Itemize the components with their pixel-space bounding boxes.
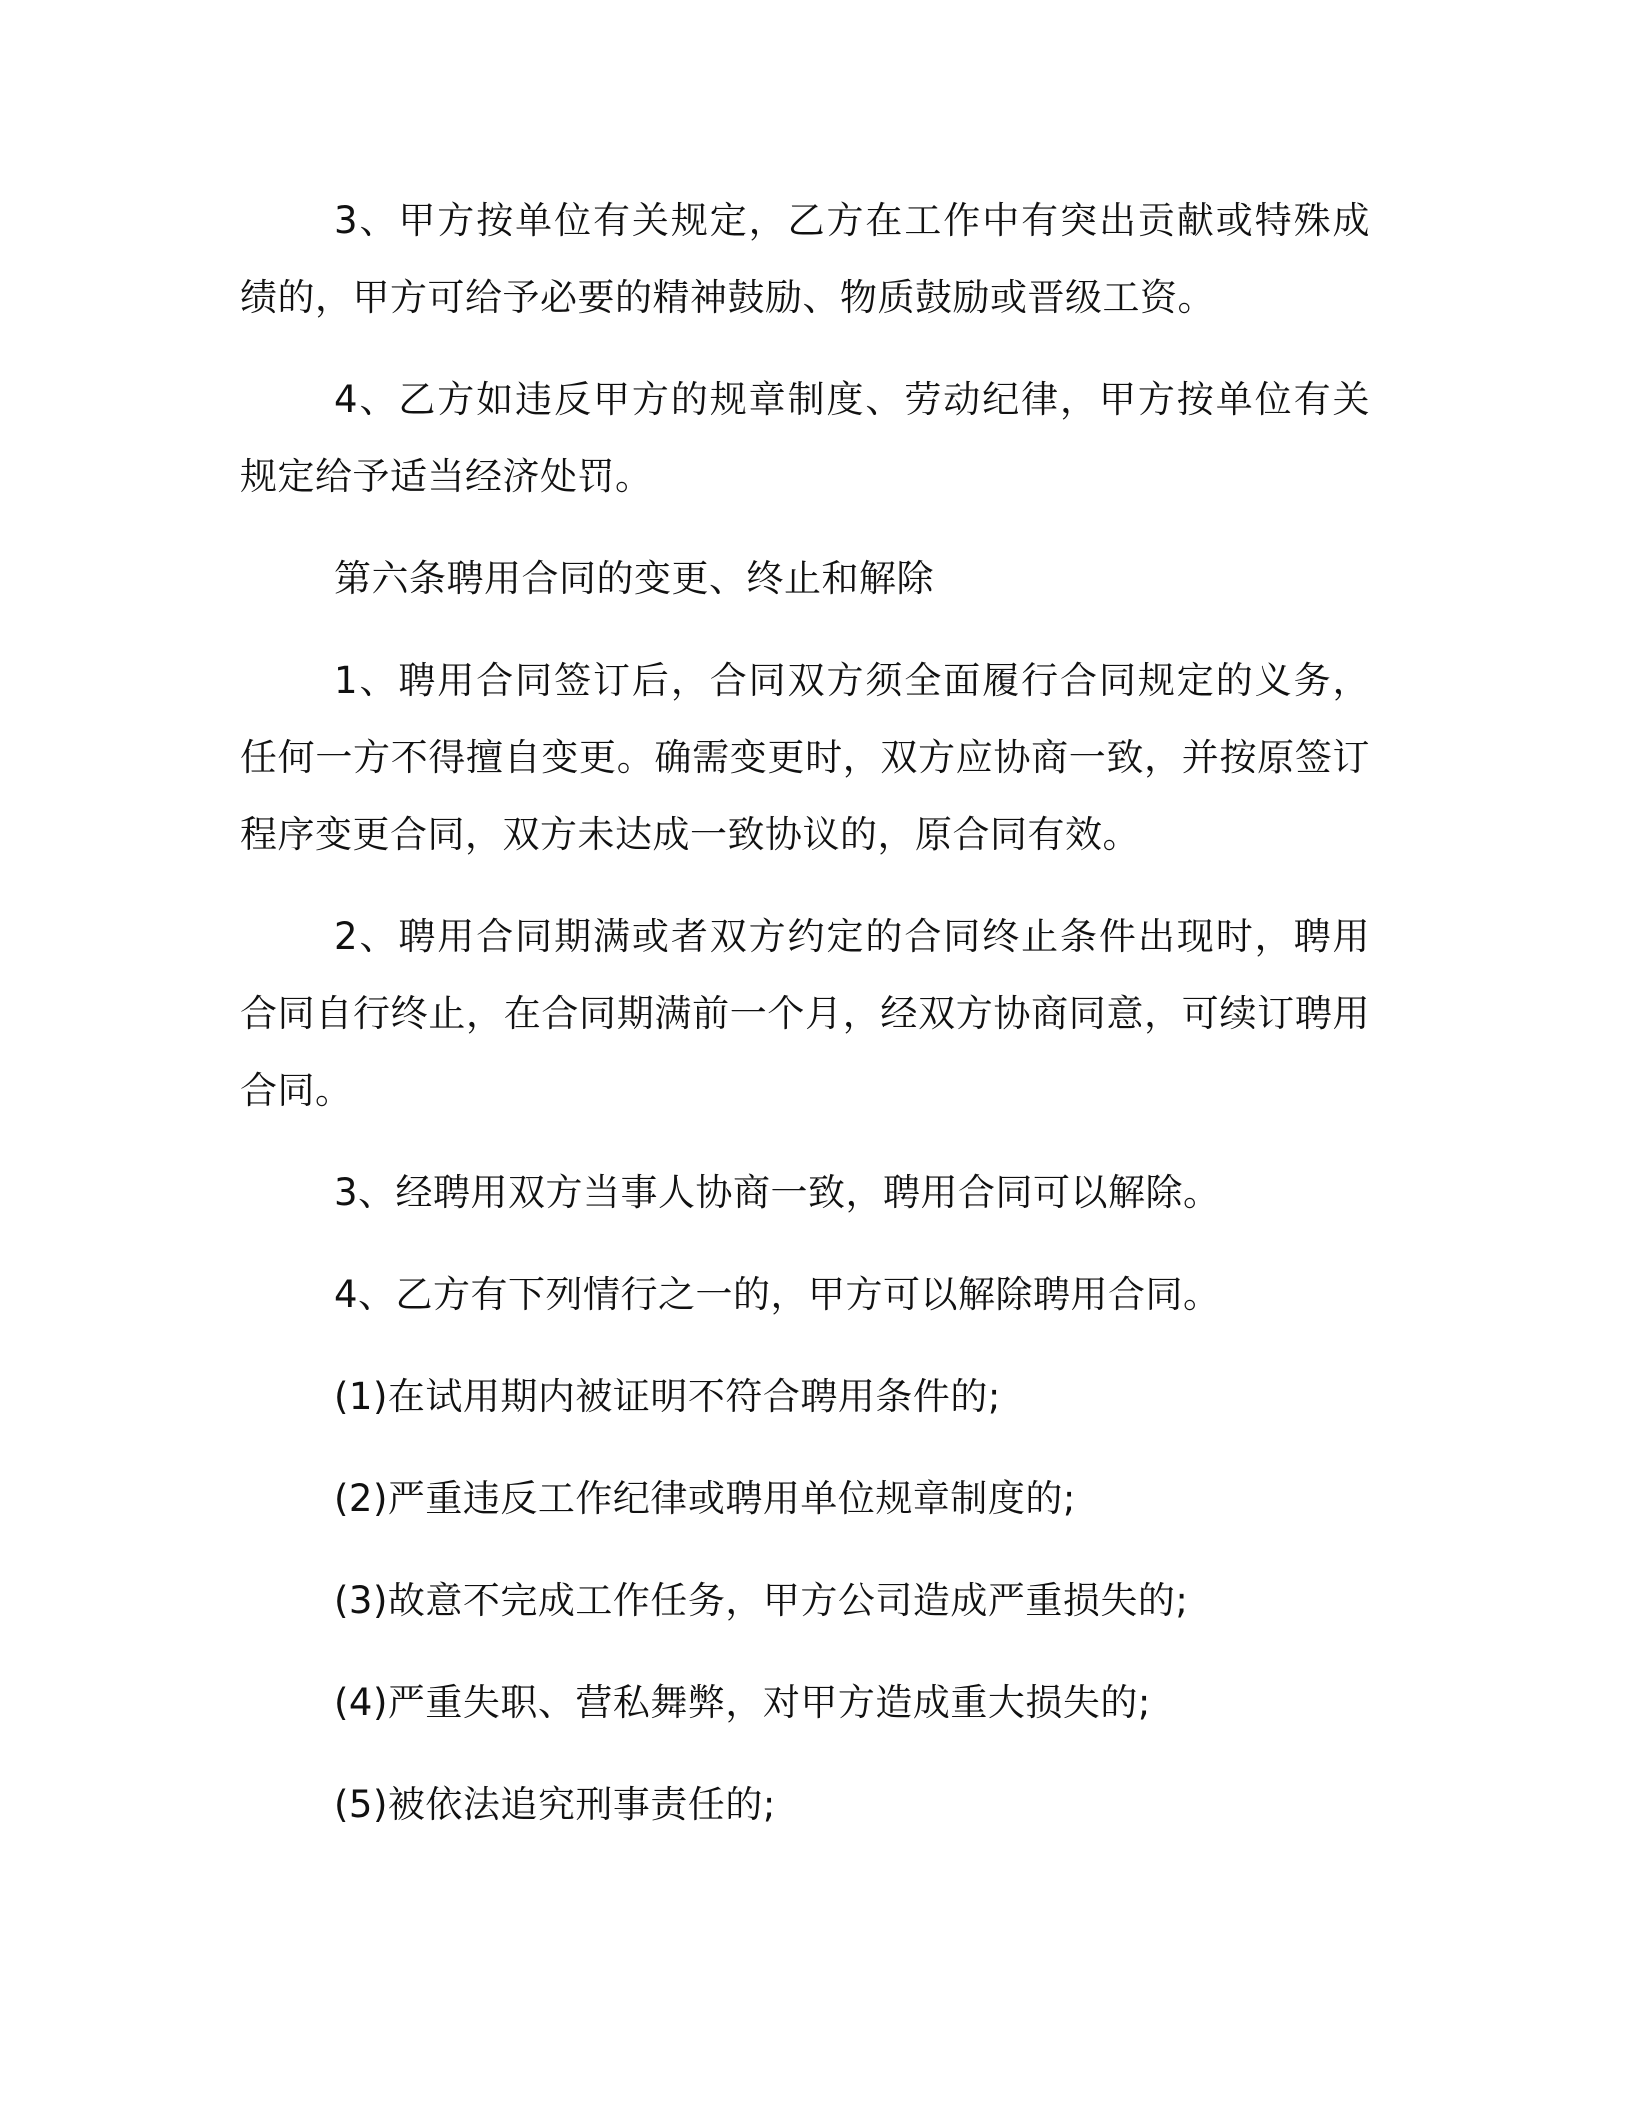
paragraph-contract-change: 1、聘用合同签订后，合同双方须全面履行合同规定的义务，任何一方不得擅自变更。确需变更时，双方应协商一致，并按原签订程序变更合同，双方未达成一致协议的，原合同有效。: [240, 659, 1370, 856]
list-item-condition-5: (5)被依法追究刑事责任的;: [334, 1783, 776, 1826]
paragraph-mutual-dissolution: 3、经聘用双方当事人协商一致，聘用合同可以解除。: [334, 1171, 1221, 1214]
section-heading-article-six: 第六条聘用合同的变更、终止和解除: [334, 557, 934, 600]
list-item-condition-2: (2)严重违反工作纪律或聘用单位规章制度的;: [334, 1477, 1076, 1520]
paragraph-bonus-clause: 3、甲方按单位有关规定，乙方在工作中有突出贡献或特殊成绩的，甲方可给予必要的精神鼓励、物质鼓励或晋级工资。: [240, 199, 1370, 319]
paragraph-penalty-clause: 4、乙方如违反甲方的规章制度、劳动纪律，甲方按单位有关规定给予适当经济处罚。: [240, 378, 1370, 498]
list-item-condition-3: (3)故意不完成工作任务，甲方公司造成严重损失的;: [334, 1579, 1189, 1622]
list-item-condition-4: (4)严重失职、营私舞弊，对甲方造成重大损失的;: [334, 1681, 1151, 1724]
document-body: [240, 182, 1370, 1868]
paragraph-contract-termination: 2、聘用合同期满或者双方约定的合同终止条件出现时，聘用合同自行终止，在合同期满前一个月，经双方协商同意，可续订聘用合同。: [240, 915, 1370, 1112]
paragraph-dissolution-conditions: 4、乙方有下列情行之一的，甲方可以解除聘用合同。: [334, 1273, 1221, 1316]
list-item-condition-1: (1)在试用期内被证明不符合聘用条件的;: [334, 1375, 1001, 1418]
